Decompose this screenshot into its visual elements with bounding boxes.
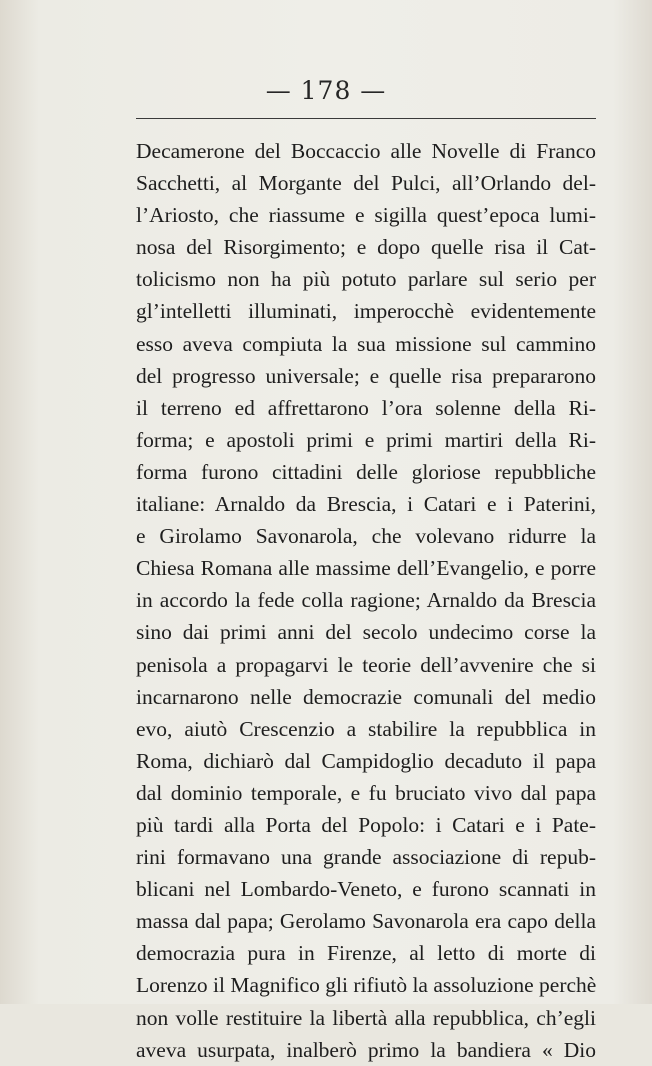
text-line: in accordo la fede colla ragione; Arnaldo da Brescia — [136, 588, 596, 613]
text-line: italiane: Arnaldo da Brescia, i Catari e i Paterini, — [136, 492, 596, 517]
text-line: penisola a propagarvi le teorie dell’avvenire che si — [136, 652, 596, 677]
text-line: dal dominio temporale, e fu bruciato vivo dal papa — [136, 780, 596, 805]
text-line: evo, aiutò Crescenzio a stabilire la repubblica in — [136, 716, 596, 741]
text-line: massa dal papa; Gerolamo Savonarola era capo della — [136, 909, 596, 934]
text-line: rini formavano una grande associazione di repub- — [136, 845, 596, 870]
header-rule — [136, 118, 596, 119]
text-line: tolicismo non ha più potuto parlare sul serio per — [136, 267, 596, 292]
text-line: e Girolamo Savonarola, che volevano ridurre la — [136, 524, 596, 549]
text-line: più tardi alla Porta del Popolo: i Catari e i Pate- — [136, 812, 596, 837]
page-number: — 178 — — [265, 76, 387, 105]
text-line: sino dai primi anni del secolo undecimo corse la — [136, 620, 596, 645]
text-line: gl’intelletti illuminati, imperocchè evidentemente — [136, 299, 596, 324]
text-line: il terreno ed affrettarono l’ora solenne della Ri- — [136, 395, 596, 420]
text-line: del progresso universale; e quelle risa prepararono — [136, 363, 596, 388]
text-line: Lorenzo il Magnifico gli rifiutò la assoluzione perchè — [136, 973, 597, 998]
text-line: incarnarono nelle democrazie comunali del medio — [136, 684, 596, 709]
text-line: blicani nel Lombardo-Veneto, e furono scannati in — [136, 877, 596, 902]
text-line: l’Ariosto, che riassume e sigilla quest’epoca lumi- — [136, 203, 596, 228]
text-line: Decamerone del Boccaccio alle Novelle di Franco — [136, 139, 596, 163]
text-line: non volle restituire la libertà alla repubblica, ch’egli — [136, 1005, 596, 1030]
text-line: Chiesa Romana alle massime dell’Evangelio, e porre — [136, 556, 596, 581]
text-line: Sacchetti, al Morgante del Pulci, all’Orlando del- — [136, 171, 596, 196]
text-line: nosa del Risorgimento; e dopo quelle risa il Cat- — [136, 235, 596, 260]
body-text — [136, 135, 596, 1066]
text-line: Roma, dichiarò dal Campidoglio decaduto il papa — [136, 748, 596, 773]
text-line: forma; e apostoli primi e primi martiri della Ri- — [136, 427, 596, 452]
text-line: democrazia pura in Firenze, al letto di morte di — [136, 941, 596, 966]
text-line: forma furono cittadini delle gloriose repubbliche — [136, 459, 596, 484]
text-line: esso aveva compiuta la sua missione sul cammino — [136, 331, 596, 356]
text-line: aveva usurpata, inalberò primo la bandiera « Dio — [136, 1037, 596, 1062]
